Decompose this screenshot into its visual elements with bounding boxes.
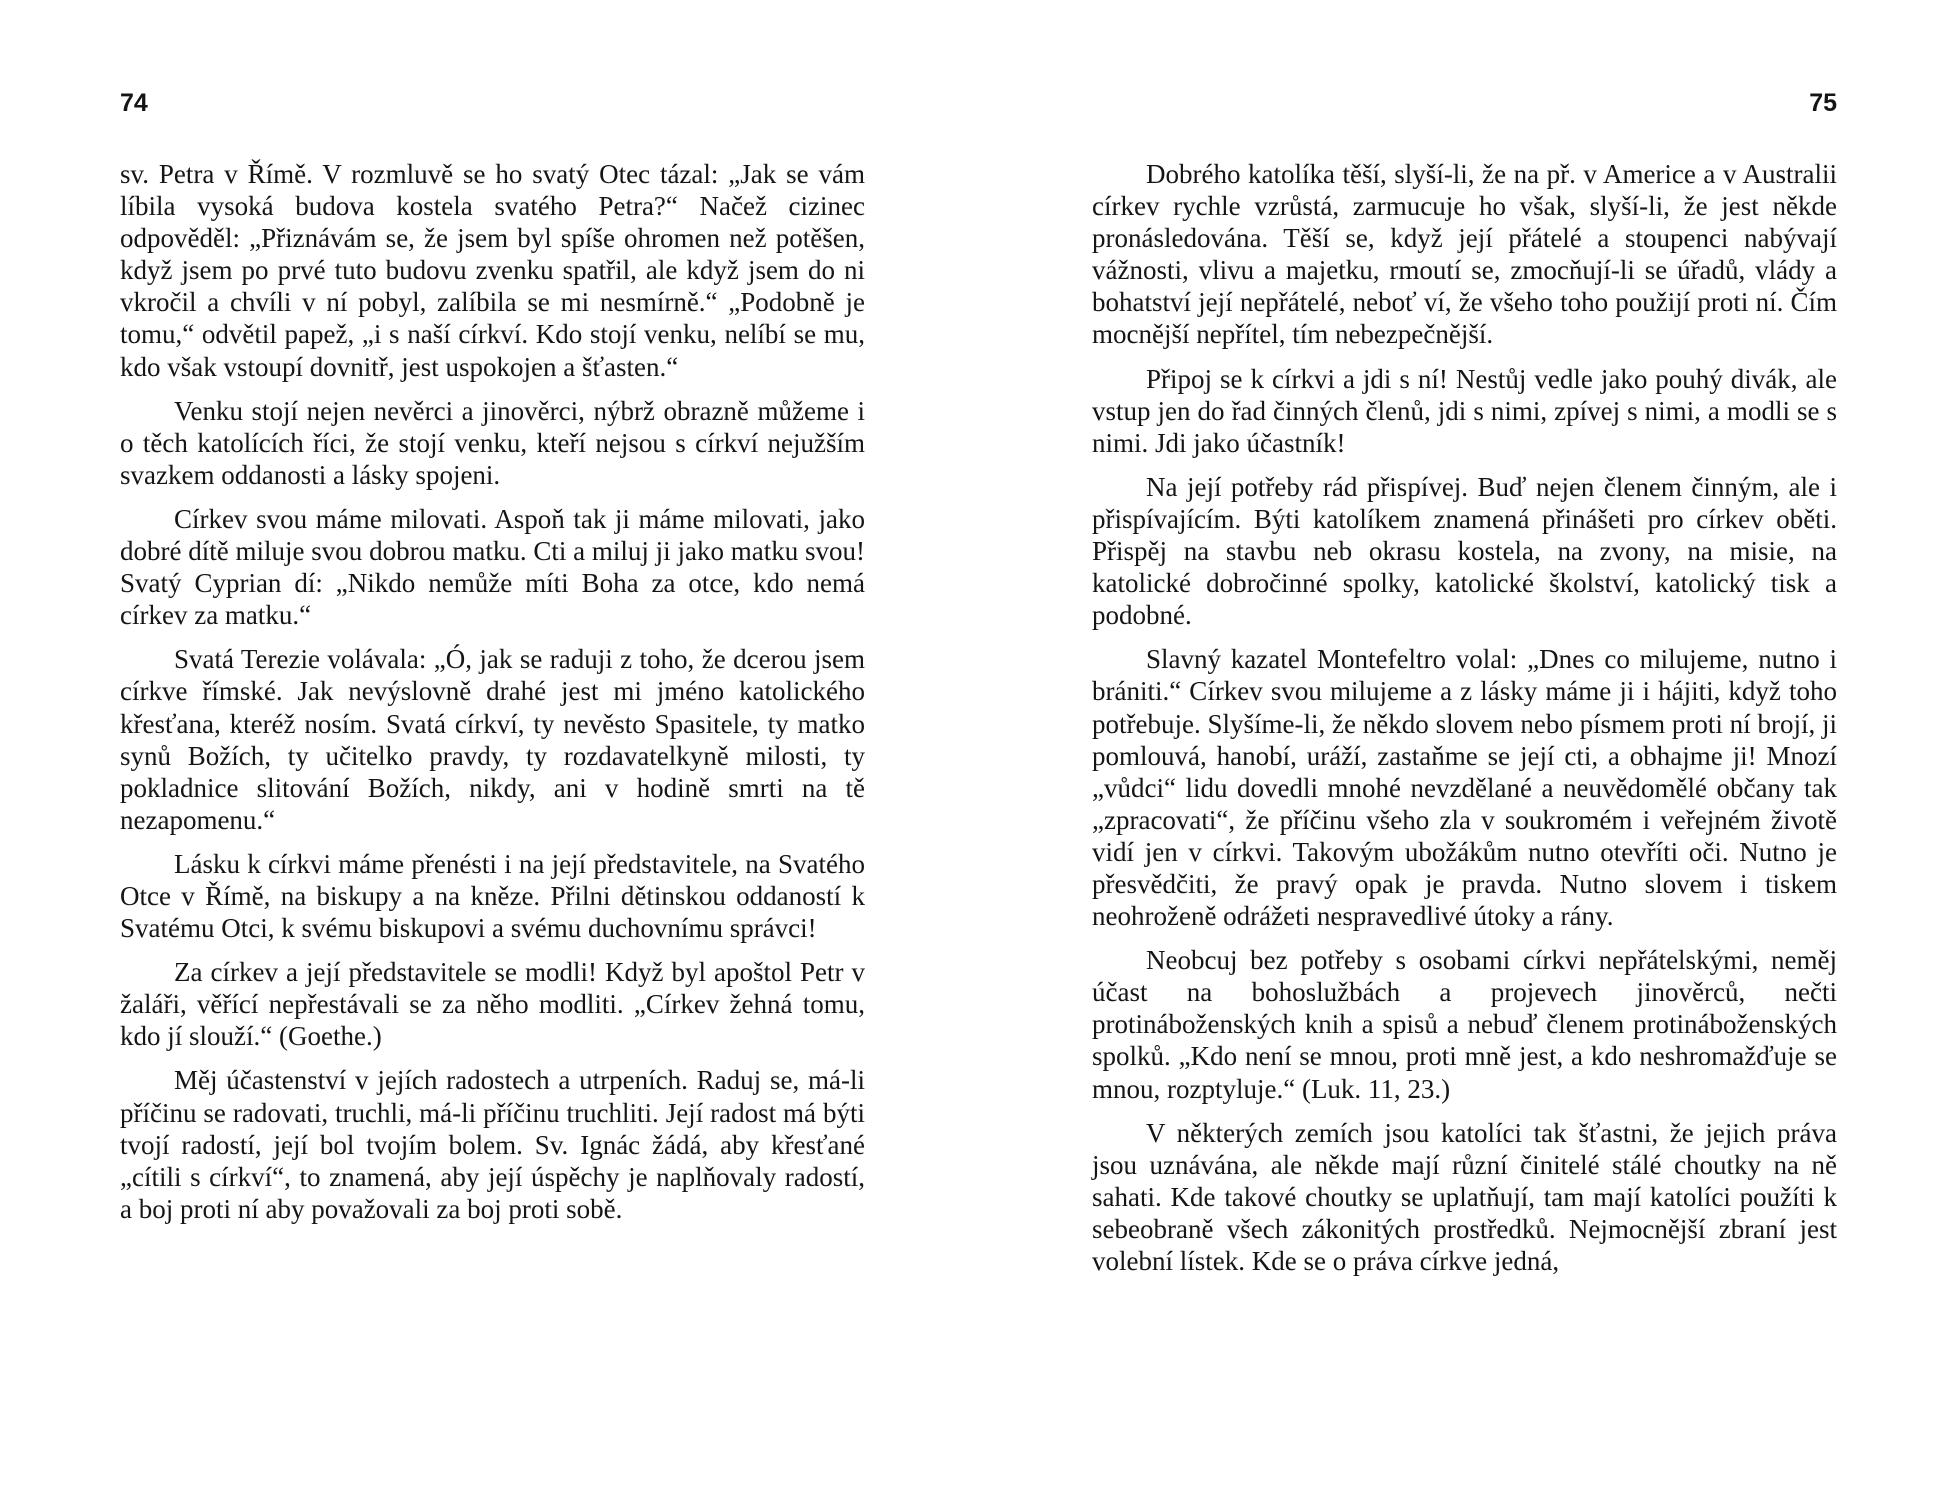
page-number-right: 75 [1809, 89, 1837, 117]
paragraph: Církev svou máme milovati. Aspoň tak ji máme milovati, jako dobré dítě miluje svou dobrou matku. Cti a miluj ji jako matku svou! Svatý Cyprian dí: „Nikdo nemůže míti Boha za otce, kdo nemá církev za matku.“ [120, 503, 865, 631]
paragraph: Lásku k církvi máme přenésti i na její představitele, na Svatého Otce v Římě, na biskupy a na kněze. Přilni dětinskou oddaností k Svatému Otci, k svému biskupovi a svému duchovnímu správci! [120, 848, 865, 944]
paragraph: Dobrého katolíka těší, slyší-li, že na př. v Americe a v Australii církev rychle vzrůstá, zarmucuje ho však, slyší-li, že jest někde pronásledována. Těší se, když její přátelé a stoupenci nabývají vážnosti, vlivu a majetku, rmoutí se, zmocňují-li se úřadů, vlády a bohatství její nepřátelé, neboť ví, že všeho toho použijí proti ní. Čím mocnější nepřítel, tím nebezpečnější. [1092, 159, 1837, 350]
paragraph: Neobcuj bez potřeby s osobami církvi nepřátelskými, neměj účast na bohoslužbách a projevech jinověrců, nečti protináboženských knih a spisů a nebuď členem protináboženských spolků. „Kdo není se mnou, proti mně jest, a kdo neshromažďuje se mnou, rozptyluje.“ (Luk. 11, 23.) [1092, 945, 1837, 1104]
paragraph: Měj účastenství v jejích radostech a utrpeních. Raduj se, má-li příčinu se radovati, truchli, má-li příčinu truchliti. Její radost má býti tvojí radostí, její bol tvojím bolem. Sv. Ignác žádá, aby křesťané „cítili s církví“, to znamená, aby její úspěchy je naplňovaly radostí, a boj proti ní aby považovali za boj proti sobě. [120, 1065, 865, 1224]
paragraph: V některých zemích jsou katolíci tak šťastni, že jejich práva jsou uznávána, ale někde mají různí činitelé stálé choutky na ně sahati. Kde takové choutky se uplatňují, tam mají katolíci použíti k sebeobraně všech zákonitých prostředků. Nejmocnější zbraní jest volební lístek. Kde se o práva církve jedná, [1092, 1117, 1837, 1276]
right-page [1092, 0, 1837, 1500]
left-page-text [120, 158, 865, 1237]
paragraph: Za církev a její představitele se modli! Když byl apoštol Petr v žaláři, věřící nepřestávali se za něho modliti. „Církev žehná tomu, kdo jí slouží.“ (Goethe.) [120, 957, 865, 1052]
paragraph: sv. Petra v Římě. V rozmluvě se ho svatý Otec tázal: „Jak se vám líbila vysoká budova kostela svatého Petra?“ Načež cizinec odpověděl: „Přiznávám se, že jsem byl spíše ohromen než potěšen, když jsem po prvé tuto budovu zvenku spatřil, ale když jsem do ni vkročil a chvíli v ní pobyl, zalíbila se mi nesmírně.“ „Podobně je tomu,“ odvětil papež, „i s naší církví. Kdo stojí venku, nelíbí se mu, kdo však vstoupí dovnitř, jest uspokojen a šťasten.“ [120, 159, 865, 382]
right-page-text [1092, 158, 1837, 1289]
page-number-left: 74 [120, 89, 148, 117]
paragraph: Slavný kazatel Montefeltro volal: „Dnes co milujeme, nutno i brániti.“ Církev svou milujeme a z lásky máme ji i hájiti, když toho potřebuje. Slyšíme-li, že někdo slovem nebo písmem proti ní brojí, ji pomlouvá, hanobí, uráží, zastaňme se její cti, a obhajme ji! Mnozí „vůdci“ lidu dovedli mnohé nevzdělané a neuvědomělé občany tak „zpracovati“, že příčinu všeho zla v soukromém i veřejném životě vidí jen v církvi. Takovým ubožákům nutno otevříti oči. Nutno je přesvědčiti, že pravý opak je pravda. Nutno slovem i tiskem neohroženě odrážeti nespravedlivé útoky a rány. [1092, 644, 1837, 932]
paragraph: Venku stojí nejen nevěrci a jinověrci, nýbrž obrazně můžeme i o těch katolících říci, že stojí venku, kteří nejsou s církví nejužším svazkem oddanosti a lásky spojeni. [120, 395, 865, 490]
paragraph: Připoj se k církvi a jdi s ní! Nestůj vedle jako pouhý divák, ale vstup jen do řad činných členů, jdi s nimi, zpívej s nimi, a modli se s nimi. Jdi jako účastník! [1092, 363, 1837, 458]
left-page [120, 0, 865, 1500]
paragraph: Svatá Terezie volávala: „Ó, jak se raduji z toho, že dcerou jsem církve římské. Jak nevýslovně drahé jest mi jméno katolického křesťana, kteréž nosím. Svatá církví, ty nevěsto Spasitele, ty matko synů Božích, ty učitelko pravdy, ty rozdavatelkyně milosti, ty pokladnice slitování Božích, nikdy, ani v hodině smrti na tě nezapomenu.“ [120, 644, 865, 835]
paragraph: Na její potřeby rád přispívej. Buď nejen členem činným, ale i přispívajícím. Býti katolíkem znamená přinášeti pro církev oběti. Přispěj na stavbu neb okrasu kostela, na zvony, na misie, na katolické dobročinné spolky, katolické školství, katolický tisk a podobné. [1092, 471, 1837, 631]
